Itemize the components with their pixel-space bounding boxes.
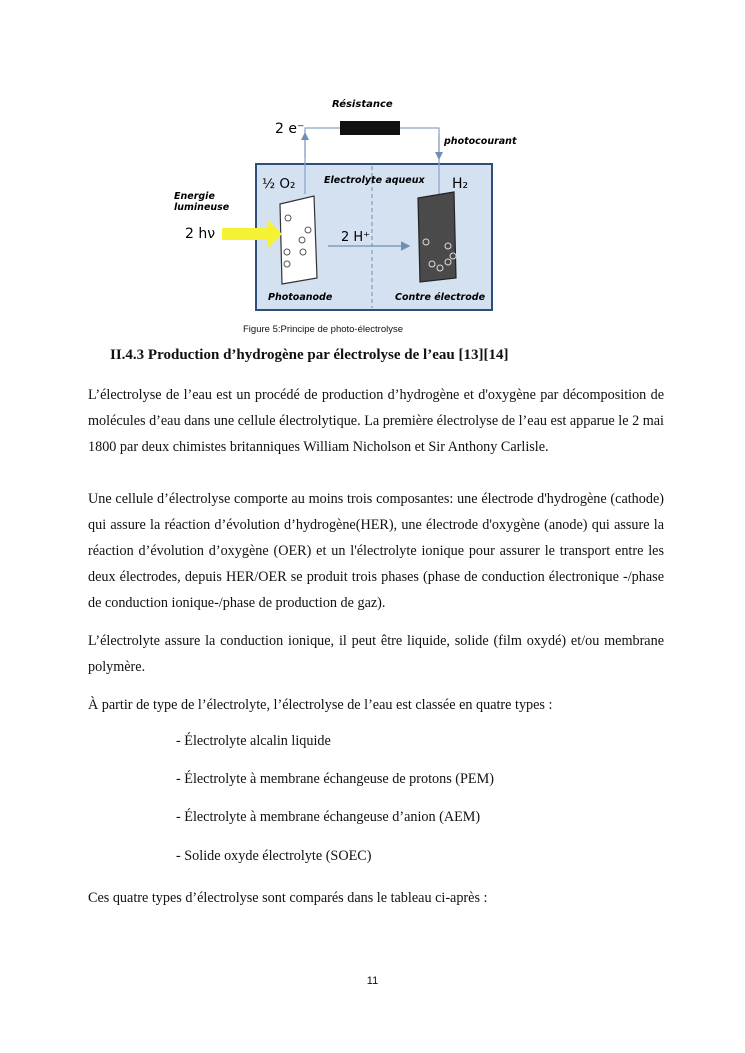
list-item: - Électrolyte alcalin liquide — [176, 733, 331, 749]
section-heading: II.4.3 Production d’hydrogène par électrolyse de l’eau [13][14] — [110, 347, 509, 363]
paragraph-classification: À partir de type de l’électrolyte, l’électrolyse de l’eau est classée en quatre types : — [88, 697, 553, 713]
electrolyte-label: Electrolyte aqueux — [324, 175, 425, 186]
page-number: 11 — [366, 975, 379, 987]
list-item: - Électrolyte à membrane échangeuse de protons (PEM) — [176, 771, 494, 787]
electron-label: 2 e⁻ — [275, 121, 305, 137]
list-item: - Électrolyte à membrane échangeuse d’anion (AEM) — [176, 809, 481, 825]
paragraph-definition: L’électrolyse de l’eau est un procédé de production d’hydrogène et d'oxygène par décomposition de molécules d’eau dans une cellule électrolytique. La première électrolyse de l’eau est apparue le 2 mai 1800 par deux chimistes britanniques William Nicholson et Sir Anthony Carlisle. — [88, 387, 664, 455]
proton-label: 2 H⁺ — [341, 230, 371, 245]
energy-label-line1: Energie — [174, 191, 215, 202]
counter-electrode-label: Contre électrode — [395, 292, 486, 303]
photoanode-label: Photoanode — [268, 292, 333, 303]
paragraph-electrolyte-role: L’électrolyte assure la conduction ionique, il peut être liquide, solide (film oxydé) et/ou membrane polymère. — [88, 633, 664, 675]
list-item: - Solide oxyde électrolyte (SOEC) — [176, 848, 372, 864]
photon-label: 2 hν — [185, 226, 216, 242]
photocurrent-label: photocourant — [444, 136, 517, 147]
photo-electrolysis-figure — [172, 94, 528, 316]
paragraph-cell-components: Une cellule d’électrolyse comporte au moins trois composantes: une électrode d'hydrogène (cathode) qui assure la réaction d’évolution d’hydrogène(HER), une électrode d'oxygène (anode) qui assure la réaction d’évolution d’oxygène (OER) et un l'électrolyte ionique pour assurer le transport entre les deux électrodes, depuis HER/OER se produit trois phases (phase de conduction électronique -/phase de conduction ionique-/phase de production de gaz). — [88, 491, 664, 611]
figure-caption: Figure 5:Principe de photo-électrolyse — [243, 324, 404, 335]
paragraph-closing: Ces quatre types d’électrolyse sont comparés dans le tableau ci-après : — [88, 890, 488, 906]
energy-label-line2: lumineuse — [174, 202, 230, 213]
hydrogen-label: H₂ — [452, 176, 469, 192]
oxygen-label: ½ O₂ — [262, 176, 296, 192]
resistance-label: Résistance — [332, 99, 393, 110]
resistance-block — [340, 121, 400, 135]
